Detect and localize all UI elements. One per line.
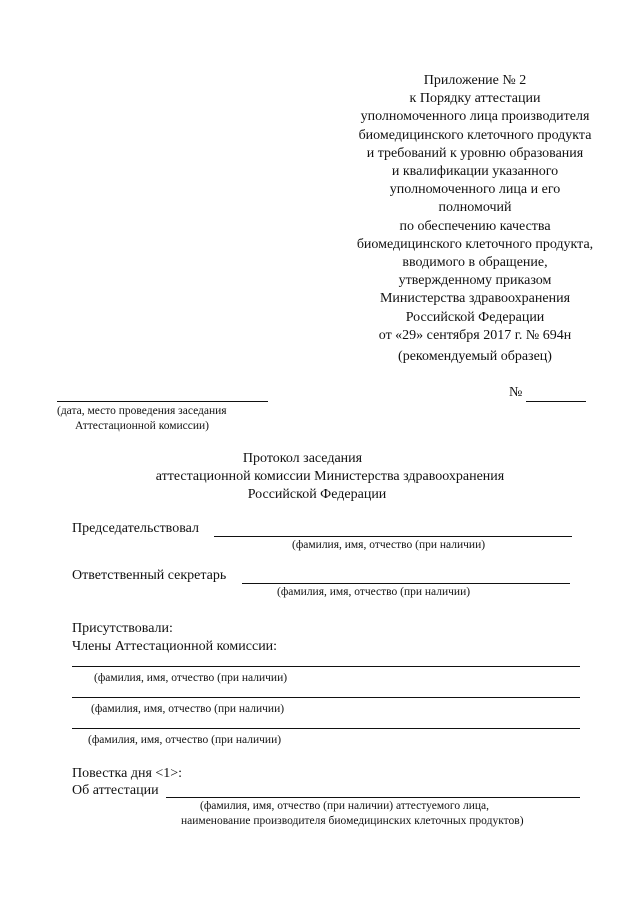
date-caption-line: (дата, место проведения заседания (57, 405, 227, 417)
date-caption-line: Аттестационной комиссии) (75, 420, 210, 432)
protocol-title (100, 450, 560, 504)
appendix-line: биомедицинского клеточного продукта (358, 127, 592, 143)
date-place-caption (57, 404, 227, 434)
protocol-title-line: Российской Федерации (247, 487, 387, 502)
chairman-label: Председательствовал (72, 521, 199, 536)
secretary-field-line[interactable] (242, 583, 570, 584)
appendix-line: уполномоченного лица производителя (360, 109, 590, 125)
secretary-label: Ответственный секретарь (72, 568, 227, 583)
protocol-title-line: аттестационной комиссии Министерства здравоохранения (155, 469, 505, 484)
member-caption: (фамилия, имя, отчество (при наличии) (91, 703, 285, 715)
members-label: Члены Аттестационной комиссии: (72, 639, 278, 654)
sample-note: (рекомендуемый образец) (398, 349, 552, 364)
appendix-line: к Порядку аттестации (409, 91, 541, 107)
date-place-field-line[interactable] (57, 401, 268, 402)
agenda-label: Повестка дня <1>: (72, 766, 183, 781)
member-caption: (фамилия, имя, отчество (при наличии) (88, 734, 282, 746)
appendix-line: и требований к уровню образования (366, 145, 584, 161)
appendix-line: полномочий (438, 200, 512, 216)
attestation-caption: наименование производителя биомедицинских клеточных продуктов) (181, 815, 524, 827)
member-field-line[interactable] (72, 666, 580, 667)
number-label: № (509, 385, 523, 400)
number-field-line[interactable] (526, 401, 586, 402)
chairman-caption: (фамилия, имя, отчество (при наличии) (292, 539, 486, 551)
appendix-line: вводимого в обращение, (402, 255, 548, 271)
chairman-field-line[interactable] (214, 536, 572, 537)
appendix-line: Российской Федерации (405, 309, 545, 325)
member-caption: (фамилия, имя, отчество (при наличии) (94, 672, 288, 684)
appendix-header (330, 72, 620, 345)
present-label: Присутствовали: (72, 621, 173, 636)
appendix-line: Приложение № 2 (423, 73, 527, 88)
appendix-line: и квалификации указанного (391, 164, 559, 180)
attestation-caption: (фамилия, имя, отчество (при наличии) аттестуемого лица, (200, 800, 489, 812)
protocol-title-line: Протокол заседания (242, 451, 363, 466)
appendix-line: от «29» сентября 2017 г. № 694н (378, 327, 572, 343)
attestation-field-line[interactable] (166, 797, 580, 798)
attestation-label: Об аттестации (72, 783, 159, 798)
appendix-line: биомедицинского клеточного продукта, (356, 236, 594, 252)
appendix-line: по обеспечению качества (399, 218, 551, 234)
appendix-line: уполномоченного лица и его (389, 182, 561, 198)
appendix-line: Министерства здравоохранения (379, 291, 571, 307)
member-field-line[interactable] (72, 728, 580, 729)
appendix-line: утвержденному приказом (398, 273, 552, 289)
secretary-caption: (фамилия, имя, отчество (при наличии) (277, 586, 471, 598)
member-field-line[interactable] (72, 697, 580, 698)
